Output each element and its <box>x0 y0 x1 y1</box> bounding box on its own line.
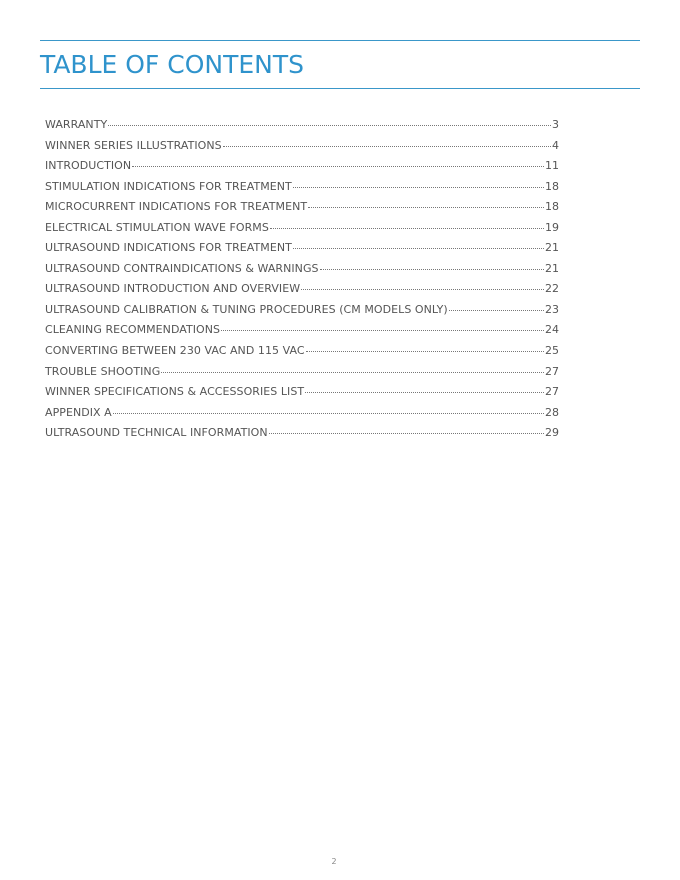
toc-entry-page: 19 <box>545 220 559 234</box>
toc-dot-leader <box>308 207 544 208</box>
toc-entry[interactable] <box>45 157 559 178</box>
toc-entry-title: ULTRASOUND CONTRAINDICATIONS & WARNINGS <box>45 261 319 275</box>
toc-entry-title: ULTRASOUND TECHNICAL INFORMATION <box>45 426 268 440</box>
toc-entry-page: 4 <box>552 138 559 152</box>
toc-entry[interactable] <box>45 342 559 363</box>
page-number: 2 <box>331 857 337 866</box>
toc-dot-leader <box>301 289 544 290</box>
toc-entry-title: ULTRASOUND INTRODUCTION AND OVERVIEW <box>45 282 301 296</box>
toc-entry-page: 28 <box>545 405 559 419</box>
toc-entry[interactable] <box>45 219 559 240</box>
toc-dot-leader <box>221 330 544 331</box>
toc-entry-page: 21 <box>545 261 559 275</box>
toc-dot-leader <box>320 269 544 270</box>
toc-entry-page: 23 <box>545 302 559 316</box>
toc-dot-leader <box>132 166 544 167</box>
toc-entry[interactable] <box>45 383 559 404</box>
table-of-contents <box>45 116 559 445</box>
toc-dot-leader <box>108 125 551 126</box>
toc-entry-title: WINNER SERIES ILLUSTRATIONS <box>45 138 222 152</box>
toc-dot-leader <box>113 413 544 414</box>
toc-entry-title: ELECTRICAL STIMULATION WAVE FORMS <box>45 220 269 234</box>
toc-entry-page: 27 <box>545 364 559 378</box>
toc-entry-title: WINNER SPECIFICATIONS & ACCESSORIES LIST <box>45 385 305 399</box>
toc-entry-page: 25 <box>545 344 559 358</box>
toc-entry-page: 27 <box>545 385 559 399</box>
toc-dot-leader <box>161 372 544 373</box>
toc-entry-title: CLEANING RECOMMENDATIONS <box>45 323 221 337</box>
toc-entry[interactable] <box>45 363 559 384</box>
toc-entry-title: APPENDIX A <box>45 405 112 419</box>
toc-dot-leader <box>449 310 544 311</box>
toc-dot-leader <box>293 248 544 249</box>
heading-bottom-rule <box>40 88 640 89</box>
toc-dot-leader <box>223 146 551 147</box>
toc-entry-title: INTRODUCTION <box>45 159 132 173</box>
toc-entry[interactable] <box>45 116 559 137</box>
toc-dot-leader <box>269 433 544 434</box>
toc-entry-title: WARRANTY <box>45 118 108 131</box>
page-title: TABLE OF CONTENTS <box>40 50 305 79</box>
toc-entry-title: ULTRASOUND CALIBRATION & TUNING PROCEDURES (CM MODELS ONLY) <box>45 302 448 316</box>
toc-entry[interactable] <box>45 260 559 281</box>
heading-top-rule <box>40 40 640 41</box>
toc-entry-title: STIMULATION INDICATIONS FOR TREATMENT <box>45 179 292 193</box>
toc-entry-page: 18 <box>545 200 559 214</box>
toc-entry-page: 21 <box>545 241 559 255</box>
toc-dot-leader <box>306 351 544 352</box>
toc-entry-page: 18 <box>545 179 559 193</box>
toc-entry-title: MICROCURRENT INDICATIONS FOR TREATMENT <box>45 200 308 214</box>
toc-entry[interactable] <box>45 404 559 425</box>
toc-entry[interactable] <box>45 301 559 322</box>
toc-entry[interactable] <box>45 321 559 342</box>
toc-entry-page: 29 <box>545 426 559 440</box>
toc-entry-title: ULTRASOUND INDICATIONS FOR TREATMENT <box>45 241 292 255</box>
toc-entry-page: 24 <box>545 323 559 337</box>
toc-entry-title: CONVERTING BETWEEN 230 VAC AND 115 VAC <box>45 344 305 358</box>
toc-entry[interactable] <box>45 137 559 158</box>
toc-entry[interactable] <box>45 198 559 219</box>
toc-entry[interactable] <box>45 424 559 445</box>
toc-entry-page: 3 <box>552 118 559 131</box>
toc-dot-leader <box>293 187 544 188</box>
toc-entry-page: 22 <box>545 282 559 296</box>
toc-entry-title: TROUBLE SHOOTING <box>45 364 161 378</box>
toc-dot-leader <box>305 392 544 393</box>
toc-entry-page: 11 <box>545 159 559 173</box>
toc-entry[interactable] <box>45 280 559 301</box>
toc-entry[interactable] <box>45 239 559 260</box>
toc-dot-leader <box>270 228 544 229</box>
toc-entry[interactable] <box>45 178 559 199</box>
